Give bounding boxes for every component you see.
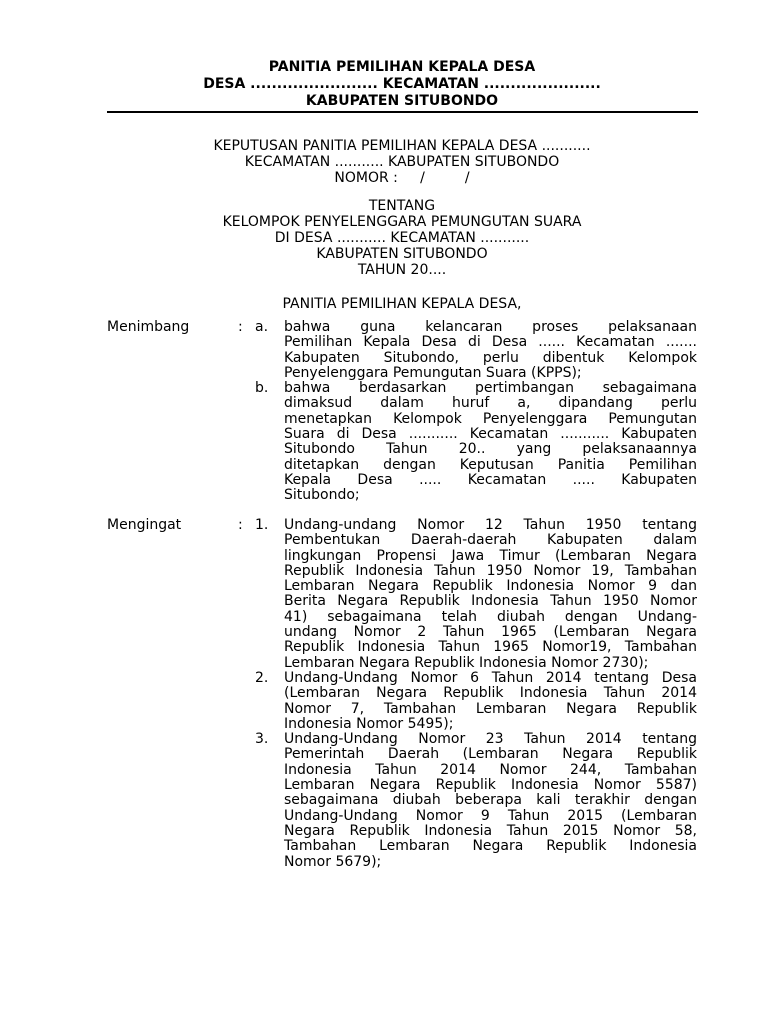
letterhead xyxy=(0,59,768,110)
item-line: Undang-Undang Nomor 23 Tahun 2014 tentang xyxy=(284,731,697,748)
item-line: Lembaran Negara Republik Indonesia Nomor 5587) xyxy=(284,777,697,794)
item-line: Pemerintah Daerah (Lembaran Negara Republik xyxy=(284,746,697,763)
subject-about: TENTANG xyxy=(368,198,436,214)
section-label: Menimbang xyxy=(107,319,190,335)
item-line: bahwa berdasarkan pertimbangan sebagaimana xyxy=(284,380,697,397)
item-line: Kabupaten Situbondo, perlu dibentuk Kelompok xyxy=(284,349,697,366)
item-line: Situbondo Tahun 20.. yang pelaksanaannya xyxy=(284,441,697,458)
item-line: menetapkan Kelompok Penyelenggara Pemungutan xyxy=(284,410,697,427)
item-line: Berita Negara Republik Indonesia Tahun 1950 Nomor xyxy=(284,593,697,610)
list-item xyxy=(0,381,768,503)
list-item xyxy=(0,732,768,870)
item-marker: b. xyxy=(255,380,269,397)
item-line: Negara Republik Indonesia Tahun 2015 Nomor 58, xyxy=(284,822,697,839)
item-text xyxy=(284,518,697,671)
item-line: Nomor 7, Tambahan Lembaran Negara Republik xyxy=(284,700,697,717)
item-line: Undang-Undang Nomor 9 Tahun 2015 (Lembaran xyxy=(284,807,697,824)
list-item xyxy=(0,671,768,732)
decision-number: NOMOR : / / xyxy=(334,170,470,186)
item-line: Pembentukan Daerah-daerah Kabupaten dalam xyxy=(284,532,697,549)
item-line: Indonesia Nomor 5495); xyxy=(284,715,454,732)
mengingat-section xyxy=(0,518,768,870)
item-marker: 3. xyxy=(255,731,269,748)
subject-line: KABUPATEN SITUBONDO xyxy=(316,246,488,262)
item-line: ditetapkan dengan Keputusan Panitia Pemilihan xyxy=(284,456,697,473)
subject-line: KELOMPOK PENYELENGGARA PEMUNGUTAN SUARA xyxy=(222,214,582,230)
item-text xyxy=(284,671,697,732)
item-line: Republik Indonesia Tahun 1950 Nomor 19, Tambahan xyxy=(284,562,697,579)
list-item xyxy=(0,518,768,671)
authority-heading: PANITIA PEMILIHAN KEPALA DESA, xyxy=(282,296,522,312)
item-line: Kepala Desa ..... Kecamatan ..... Kabupaten xyxy=(284,471,697,488)
item-line: Lembaran Negara Republik Indonesia Nomor 9 dan xyxy=(284,578,697,595)
item-text xyxy=(284,732,697,870)
decision-title-line: KECAMATAN ........... KABUPATEN SITUBONDO xyxy=(244,154,560,170)
section-colon: : xyxy=(238,517,243,533)
item-line: Penyelenggara Pemungutan Suara (KPPS); xyxy=(284,364,582,381)
item-line: lingkungan Propensi Jawa Timur (Lembaran Negara xyxy=(284,547,697,564)
item-line: Indonesia Tahun 2014 Nomor 244, Tambahan xyxy=(284,761,697,778)
item-marker: 2. xyxy=(255,669,269,686)
item-line: dimaksud dalam huruf a, dipandang perlu xyxy=(284,395,697,412)
item-line: 41) sebagaimana telah diubah dengan Undang- xyxy=(284,608,697,625)
item-line: Republik Indonesia Tahun 1965 Nomor19, Tambahan xyxy=(284,639,697,656)
item-line: Nomor 5679); xyxy=(284,853,382,870)
item-line: Pemilihan Kepala Desa di Desa ...... Kecamatan ....... xyxy=(284,334,697,351)
item-line: Situbondo; xyxy=(284,487,360,504)
item-line: Tambahan Lembaran Negara Republik Indonesia xyxy=(284,838,697,855)
decision-title xyxy=(0,138,768,186)
item-marker: a. xyxy=(255,319,269,335)
item-line: Undang-undang Nomor 12 Tahun 1950 tentang xyxy=(284,517,697,533)
list-item xyxy=(0,320,768,381)
decision-subject xyxy=(0,198,768,278)
item-line: bahwa guna kelancaran proses pelaksanaan xyxy=(284,319,697,335)
item-line: sebagaimana diubah beberapa kali terakhir dengan xyxy=(284,792,697,809)
letterhead-village-district: DESA ........................ KECAMATAN ...................... xyxy=(203,76,601,92)
item-line: Suara di Desa ........... Kecamatan ........... Kabupaten xyxy=(284,426,697,443)
subject-year: TAHUN 20.... xyxy=(357,262,447,278)
item-line: Lembaran Negara Republik Indonesia Nomor 2730); xyxy=(284,654,649,671)
item-line: Undang-Undang Nomor 6 Tahun 2014 tentang Desa xyxy=(284,669,697,686)
letterhead-divider xyxy=(107,111,698,113)
menimbang-section xyxy=(0,320,768,504)
item-text xyxy=(284,381,697,503)
item-text xyxy=(284,320,697,381)
section-label: Mengingat xyxy=(107,517,182,533)
item-line: undang Nomor 2 Tahun 1965 (Lembaran Negara xyxy=(284,624,697,641)
subject-line: DI DESA ........... KECAMATAN ........... xyxy=(274,230,530,246)
section-colon: : xyxy=(238,319,243,335)
decision-title-line: KEPUTUSAN PANITIA PEMILIHAN KEPALA DESA ........... xyxy=(213,138,591,154)
letterhead-regency: KABUPATEN SITUBONDO xyxy=(305,93,499,109)
letterhead-committee: PANITIA PEMILIHAN KEPALA DESA xyxy=(268,59,536,75)
item-line: (Lembaran Negara Republik Indonesia Tahun 2014 xyxy=(284,685,697,702)
item-marker: 1. xyxy=(255,517,269,533)
